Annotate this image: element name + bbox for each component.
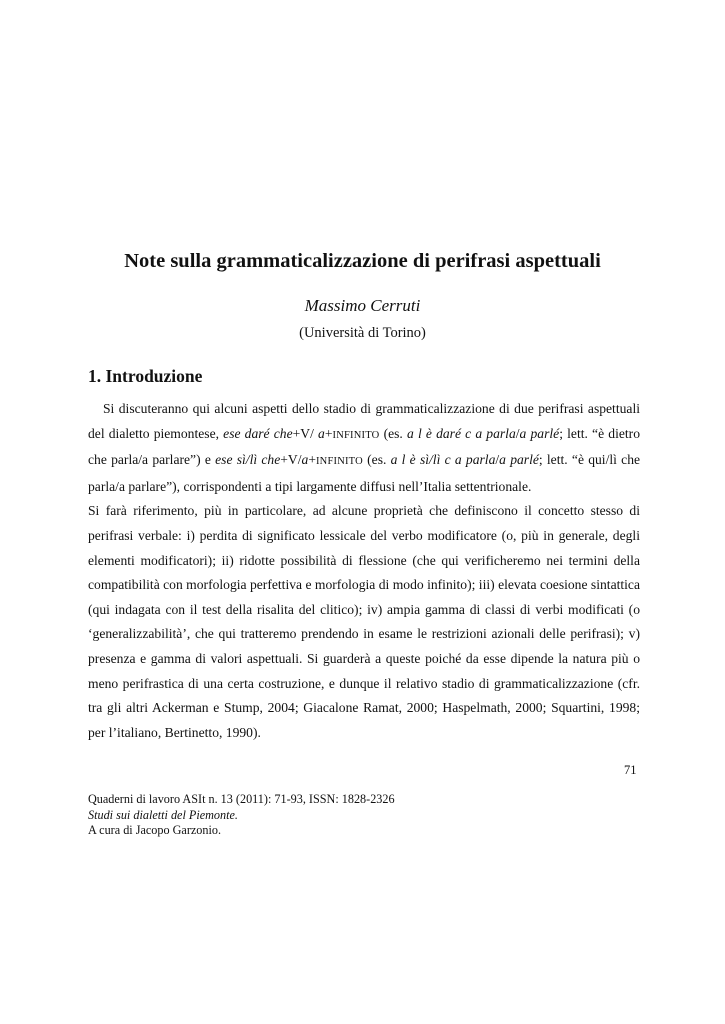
smallcaps-run: INFINITO [315, 456, 363, 468]
text-run: +V/ [280, 452, 302, 468]
italic-run: ese daré che [223, 425, 293, 441]
smallcaps-run: INFINITO [332, 429, 380, 441]
text-run: Si discuteranno qui alcuni aspetti dello stadio di grammaticalizzazione di due perifrasi aspettuali del dialetto piemontese, [88, 401, 640, 441]
text-run: ; lett. “è dietro che parla/a parlare”) e [88, 425, 640, 468]
text-run: + [308, 452, 316, 468]
footer-volume-title: Studi sui dialetti del Piemonte. [88, 807, 238, 822]
paragraph-1 [88, 397, 640, 499]
page-number: 71 [624, 763, 637, 777]
text-run: (es. [362, 452, 391, 468]
text-run: +V/ [292, 425, 319, 441]
italic-run: a parlé [499, 452, 539, 468]
italic-run: a [318, 425, 325, 441]
paper-title: Note sulla grammaticalizzazione di perifrasi aspettuali [124, 250, 601, 272]
italic-run: ese sì/lì che [215, 452, 281, 468]
author-affiliation: (Università di Torino) [299, 325, 426, 341]
section-heading: 1. Introduzione [88, 366, 203, 386]
italic-run: a l è daré c a parla [407, 425, 516, 441]
footer-journal-line: Quaderni di lavoro ASIt n. 13 (2011): 71-93, ISSN: 1828-2326 [88, 792, 395, 806]
text-run: / [515, 425, 520, 441]
text-run: + [324, 425, 333, 441]
italic-run: a [301, 452, 309, 468]
text-run: ; lett. “è qui/lì che parla/a parlare”), corrispondenti a tipi largamente diffusi nell’Italia settentrionale. [88, 452, 641, 494]
footer-editor-line: A cura di Jacopo Garzonio. [88, 823, 222, 837]
publication-footer [88, 792, 395, 839]
italic-run: a l è sì/lì c a parla [390, 452, 496, 468]
body-text [88, 397, 640, 745]
text-run: (es. [379, 425, 407, 441]
author-name: Massimo Cerruti [304, 296, 421, 315]
paragraph-2: Si farà riferimento, più in particolare, ad alcune proprietà che definiscono il concetto stesso di perifrasi verbale: i) perdita di significato lessicale del verbo modificatore (o, più in generale, degli elementi modificatori); ii) ridotte possibilità di flessione (che qui verificheremo nei termini della compatibilità con morfologia perfettiva e morfologia di modo infinito); iii) elevata coesione sintattica (qui indagata con il test della risalita del clitico); iv) ampia gamma di classi di verbi modificati (o ‘generalizzabilità’, che qui tratteremo prendendo in esame le restrizioni azionali delle perifrasi); v) presenza e gamma di valori aspettuali. Si guarderà a queste poiché da esse dipende la natura più o meno perifrastica di una certa costruzione, e dunque il relativo stadio di grammaticalizzazione (cfr. tra gli altri Ackerman e Stump, 2004; Giacalone Ramat, 2000; Haspelmath, 2000; Squartini, 1998; per l’italiano, Bertinetto, 1990). [88, 503, 640, 740]
text-run: / [495, 452, 500, 468]
italic-run: a parlé [519, 425, 560, 441]
